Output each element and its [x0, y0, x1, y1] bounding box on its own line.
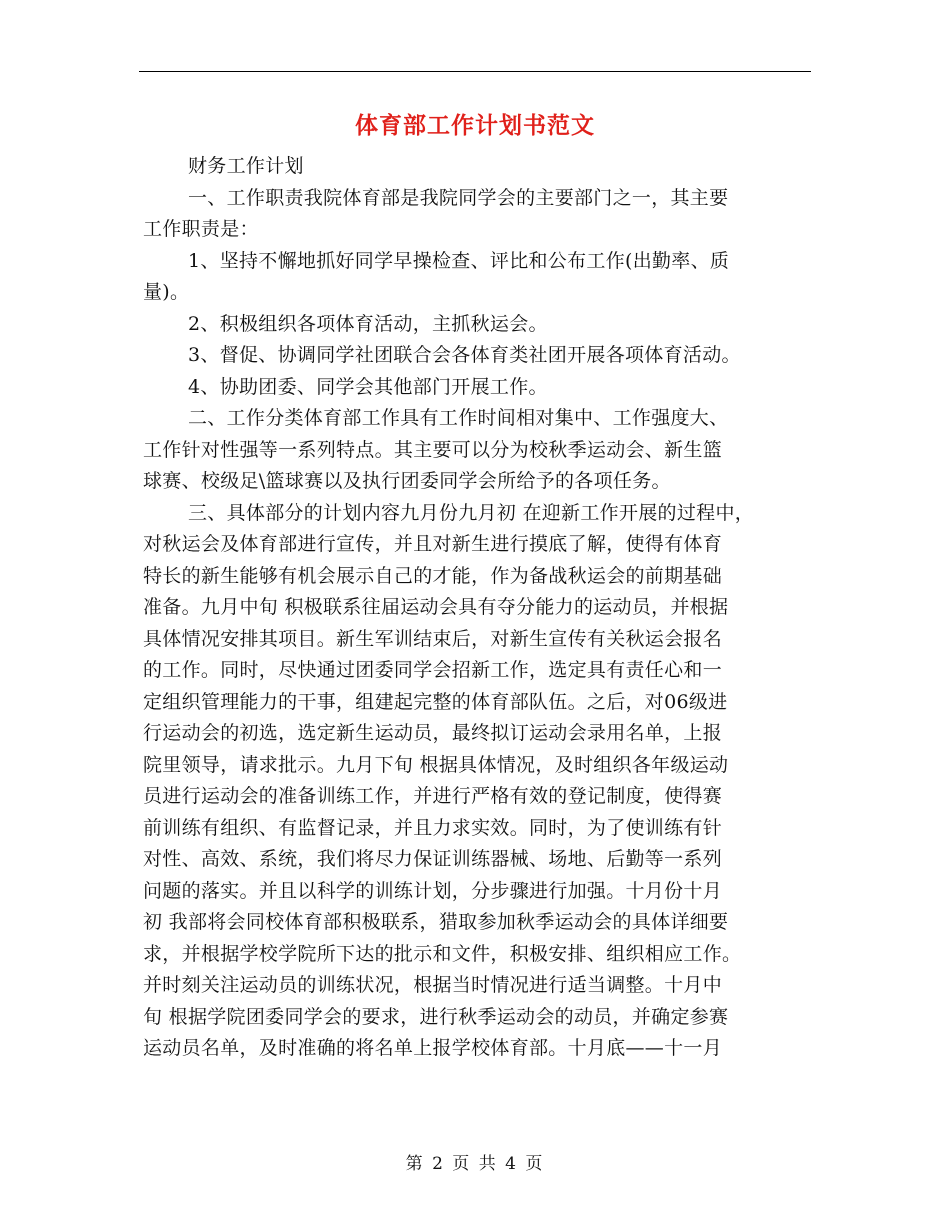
body-line: 工作针对性强等一系列特点。其主要可以分为校秋季运动会、新生篮	[143, 438, 723, 461]
body-line: 一、工作职责我院体育部是我院同学会的主要部门之一，其主要	[188, 186, 729, 209]
body-line: 财务工作计划	[188, 155, 304, 177]
body-line: 运动员名单，及时准确的将名单上报学校体育部。十月底——十一月	[143, 1037, 723, 1059]
body-line: 三、具体部分的计划内容九月份九月初 在迎新工作开展的过程中，	[188, 501, 755, 524]
body-line: 的工作。同时，尽快通过团委同学会招新工作，选定具有责任心和一	[143, 659, 723, 681]
body-line: 3、督促、协调同学社团联合会各体育类社团开展各项体育活动。	[188, 344, 741, 366]
body-line: 前训练有组织、有监督记录，并且力求实效。同时，为了使训练有针	[143, 816, 723, 839]
body-line: 工作职责是：	[143, 218, 259, 240]
document-body	[143, 151, 818, 1065]
body-line: 初 我部将会同校体育部积极联系，猎取参加秋季运动会的具体详细要	[143, 911, 729, 933]
body-line: 定组织管理能力的干事，组建起完整的体育部队伍。之后，对06级进	[143, 690, 728, 713]
body-line: 对秋运会及体育部进行宣传，并且对新生进行摸底了解，使得有体育	[143, 533, 723, 555]
body-line: 旬 根据学院团委同学会的要求，进行秋季运动会的动员，并确定参赛	[143, 1005, 729, 1028]
body-line: 并时刻关注运动员的训练状况，根据当时情况进行适当调整。十月中	[143, 974, 723, 996]
body-line: 1、坚持不懈地抓好同学早操检查、评比和公布工作(出勤率、质	[188, 249, 730, 272]
body-line: 2、积极组织各项体育活动，主抓秋运会。	[188, 312, 548, 335]
body-line: 球赛、校级足\篮球赛以及执行团委同学会所给予的各项任务。	[143, 470, 671, 492]
body-line: 行运动会的初选，选定新生运动员，最终拟订运动会录用名单，上报	[143, 722, 723, 744]
body-line: 求，并根据学校学院所下达的批示和文件，积极安排、组织相应工作。	[143, 942, 742, 965]
body-line: 准备。九月中旬 积极联系往届运动会具有夺分能力的运动员，并根据	[143, 596, 729, 618]
document-title: 体育部工作计划书范文	[355, 113, 595, 139]
body-line: 对性、高效、系统，我们将尽力保证训练器械、场地、后勤等一系列	[143, 848, 723, 870]
body-line: 二、工作分类体育部工作具有工作时间相对集中、工作强度大、	[188, 407, 729, 429]
body-line: 量)。	[143, 281, 190, 303]
header-rule	[139, 71, 811, 72]
body-line: 4、协助团委、同学会其他部门开展工作。	[188, 375, 548, 398]
body-line: 院里领导，请求批示。九月下旬 根据具体情况，及时组织各年级运动	[143, 753, 729, 776]
page-footer: 第 2 页 共 4 页	[405, 1154, 545, 1174]
body-line: 员进行运动会的准备训练工作，并进行严格有效的登记制度，使得赛	[143, 785, 723, 807]
body-line: 具体情况安排其项目。新生军训结束后，对新生宣传有关秋运会报名	[143, 627, 723, 650]
body-line: 特长的新生能够有机会展示自己的才能，作为备战秋运会的前期基础	[143, 564, 723, 587]
body-line: 问题的落实。并且以科学的训练计划，分步骤进行加强。十月份十月	[143, 879, 723, 902]
